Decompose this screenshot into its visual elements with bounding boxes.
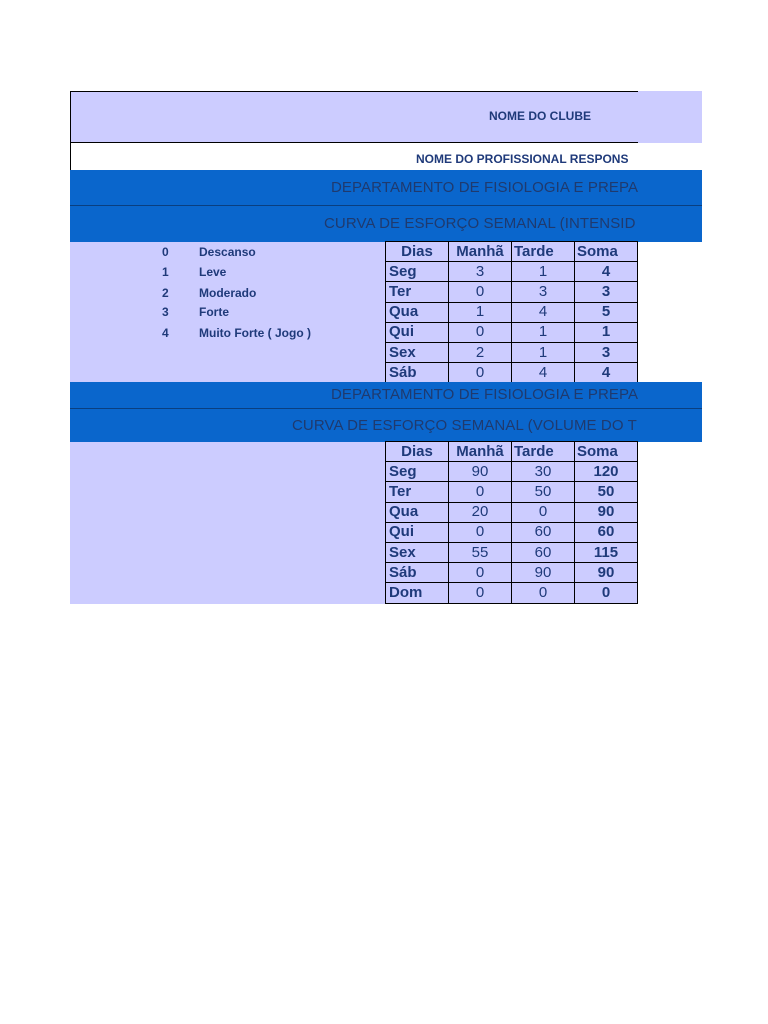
header-manha: Manhã bbox=[449, 242, 512, 262]
cell-soma[interactable]: 50 bbox=[575, 482, 638, 502]
legend-label: Forte bbox=[199, 305, 229, 319]
table-row bbox=[386, 282, 638, 302]
cell-tarde[interactable]: 0 bbox=[512, 502, 575, 522]
cell-manha[interactable]: 20 bbox=[449, 502, 512, 522]
header-manha: Manhã bbox=[449, 442, 512, 462]
legend-value: 3 bbox=[162, 305, 169, 319]
table-header-row bbox=[386, 442, 638, 462]
cell-day[interactable]: Dom bbox=[386, 583, 449, 603]
cell-soma[interactable]: 5 bbox=[575, 302, 638, 322]
cell-day[interactable]: Qui bbox=[386, 322, 449, 342]
cell-day[interactable]: Sáb bbox=[386, 563, 449, 583]
header-tarde: Tarde bbox=[512, 442, 575, 462]
club-name: NOME DO CLUBE bbox=[489, 109, 591, 123]
cell-manha[interactable]: 3 bbox=[449, 262, 512, 282]
cell-tarde[interactable]: 50 bbox=[512, 482, 575, 502]
cell-soma[interactable]: 3 bbox=[575, 342, 638, 362]
legend-label: Leve bbox=[199, 265, 227, 279]
cell-manha[interactable]: 55 bbox=[449, 542, 512, 562]
cell-tarde[interactable]: 4 bbox=[512, 302, 575, 322]
legend-value: 4 bbox=[162, 326, 169, 340]
department-title-2: DEPARTAMENTO DE FISIOLOGIA E PREPA bbox=[331, 386, 638, 403]
professional-name: NOME DO PROFISSIONAL RESPONS bbox=[416, 152, 629, 166]
cell-tarde[interactable]: 30 bbox=[512, 462, 575, 482]
cell-manha[interactable]: 2 bbox=[449, 342, 512, 362]
table-row bbox=[386, 322, 638, 342]
volume-left-panel bbox=[70, 442, 386, 604]
cell-day[interactable]: Qua bbox=[386, 302, 449, 322]
cell-soma[interactable]: 120 bbox=[575, 462, 638, 482]
cell-soma[interactable]: 90 bbox=[575, 563, 638, 583]
cell-tarde[interactable]: 1 bbox=[512, 322, 575, 342]
cell-soma[interactable]: 90 bbox=[575, 502, 638, 522]
legend-label: Descanso bbox=[199, 245, 256, 259]
intensity-table bbox=[385, 241, 638, 383]
table-row bbox=[386, 583, 638, 603]
club-name-row-extension bbox=[638, 91, 702, 143]
cell-tarde[interactable]: 1 bbox=[512, 262, 575, 282]
header-soma: Soma bbox=[575, 242, 638, 262]
department-title-1: DEPARTAMENTO DE FISIOLOGIA E PREPA bbox=[331, 179, 638, 196]
cell-tarde[interactable]: 90 bbox=[512, 563, 575, 583]
cell-manha[interactable]: 0 bbox=[449, 282, 512, 302]
table-row bbox=[386, 302, 638, 322]
cell-day[interactable]: Sáb bbox=[386, 363, 449, 383]
cell-manha[interactable]: 0 bbox=[449, 583, 512, 603]
table-row bbox=[386, 542, 638, 562]
cell-manha[interactable]: 0 bbox=[449, 322, 512, 342]
table-header-row bbox=[386, 242, 638, 262]
table-row bbox=[386, 462, 638, 482]
cell-day[interactable]: Ter bbox=[386, 482, 449, 502]
intensity-title: CURVA DE ESFORÇO SEMANAL (INTENSID bbox=[324, 215, 636, 232]
cell-soma[interactable]: 4 bbox=[575, 363, 638, 383]
cell-soma[interactable]: 0 bbox=[575, 583, 638, 603]
header-tarde: Tarde bbox=[512, 242, 575, 262]
cell-soma[interactable]: 115 bbox=[575, 542, 638, 562]
table-row bbox=[386, 563, 638, 583]
legend-label: Moderado bbox=[199, 286, 257, 300]
table-row bbox=[386, 262, 638, 282]
cell-manha[interactable]: 90 bbox=[449, 462, 512, 482]
table-row bbox=[386, 363, 638, 383]
cell-day[interactable]: Seg bbox=[386, 262, 449, 282]
table-row bbox=[386, 482, 638, 502]
cell-day[interactable]: Qua bbox=[386, 502, 449, 522]
cell-tarde[interactable]: 0 bbox=[512, 583, 575, 603]
table-row bbox=[386, 522, 638, 542]
header-dias: Dias bbox=[386, 242, 449, 262]
header-soma: Soma bbox=[575, 442, 638, 462]
cell-tarde[interactable]: 3 bbox=[512, 282, 575, 302]
cell-day[interactable]: Sex bbox=[386, 542, 449, 562]
legend-value: 2 bbox=[162, 286, 169, 300]
cell-tarde[interactable]: 4 bbox=[512, 363, 575, 383]
cell-manha[interactable]: 0 bbox=[449, 563, 512, 583]
cell-day[interactable]: Seg bbox=[386, 462, 449, 482]
legend-value: 1 bbox=[162, 265, 169, 279]
cell-manha[interactable]: 0 bbox=[449, 363, 512, 383]
cell-soma[interactable]: 4 bbox=[575, 262, 638, 282]
volume-table bbox=[385, 441, 638, 604]
cell-day[interactable]: Qui bbox=[386, 522, 449, 542]
cell-tarde[interactable]: 1 bbox=[512, 342, 575, 362]
legend-label: Muito Forte ( Jogo ) bbox=[199, 326, 311, 340]
cell-day[interactable]: Sex bbox=[386, 342, 449, 362]
cell-manha[interactable]: 0 bbox=[449, 482, 512, 502]
cell-soma[interactable]: 60 bbox=[575, 522, 638, 542]
legend-value: 0 bbox=[162, 245, 169, 259]
cell-soma[interactable]: 3 bbox=[575, 282, 638, 302]
header-dias: Dias bbox=[386, 442, 449, 462]
table-row bbox=[386, 502, 638, 522]
cell-manha[interactable]: 0 bbox=[449, 522, 512, 542]
cell-manha[interactable]: 1 bbox=[449, 302, 512, 322]
cell-soma[interactable]: 1 bbox=[575, 322, 638, 342]
cell-day[interactable]: Ter bbox=[386, 282, 449, 302]
volume-title: CURVA DE ESFORÇO SEMANAL (VOLUME DO T bbox=[292, 417, 637, 434]
cell-tarde[interactable]: 60 bbox=[512, 522, 575, 542]
table-row bbox=[386, 342, 638, 362]
cell-tarde[interactable]: 60 bbox=[512, 542, 575, 562]
